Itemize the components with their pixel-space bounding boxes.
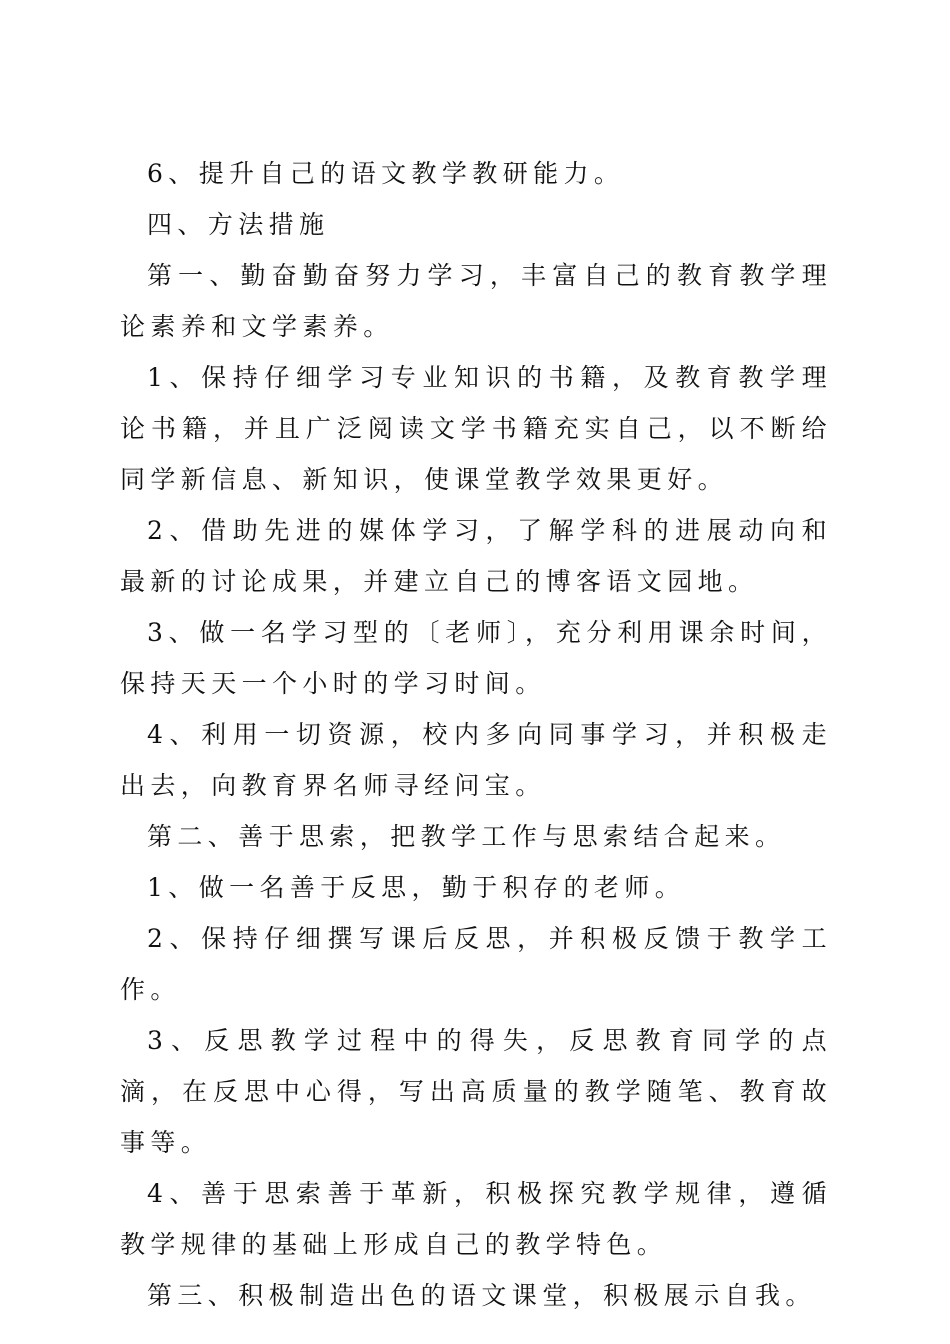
paragraph-reflection-4: 4、善于思索善于革新，积极探究教学规律，遵循教学规律的基础上形成自己的教学特色。 <box>120 1179 832 1259</box>
paragraph-study-2: 2、借助先进的媒体学习，了解学科的进展动向和最新的讨论成果，并建立自己的博客语文园地。 <box>120 516 832 596</box>
paragraph-reflection-1: 1、做一名善于反思，勤于积存的老师。 <box>147 873 686 902</box>
paragraph-study-3: 3、做一名学习型的〔老师〕，充分利用课余时间，保持天天一个小时的学习时间。 <box>120 618 832 698</box>
paragraph-third-classroom: 第三、积极制造出色的语文课堂，积极展示自我。 <box>147 1281 816 1310</box>
paragraph-goal-6: 6、提升自己的语文教学教研能力。 <box>147 159 625 188</box>
section-heading-methods: 四、方法措施 <box>147 210 330 239</box>
paragraph-reflection-2: 2、保持仔细撰写课后反思，并积极反馈于教学工作。 <box>120 924 832 1004</box>
paragraph-second-reflection: 第二、善于思索，把教学工作与思索结合起来。 <box>147 822 786 851</box>
paragraph-reflection-3: 3、反思教学过程中的得失，反思教育同学的点滴，在反思中心得，写出高质量的教学随笔、教育故事等。 <box>120 1026 832 1157</box>
paragraph-study-4: 4、利用一切资源，校内多向同事学习，并积极走出去，向教育界名师寻经问宝。 <box>120 720 832 800</box>
document-body <box>120 148 832 1321</box>
paragraph-study-1: 1、保持仔细学习专业知识的书籍，及教育教学理论书籍，并且广泛阅读文学书籍充实自己，以不断给同学新信息、新知识，使课堂教学效果更好。 <box>120 363 832 494</box>
paragraph-first-study: 第一、勤奋勤奋努力学习，丰富自己的教育教学理论素养和文学素养。 <box>120 261 832 341</box>
